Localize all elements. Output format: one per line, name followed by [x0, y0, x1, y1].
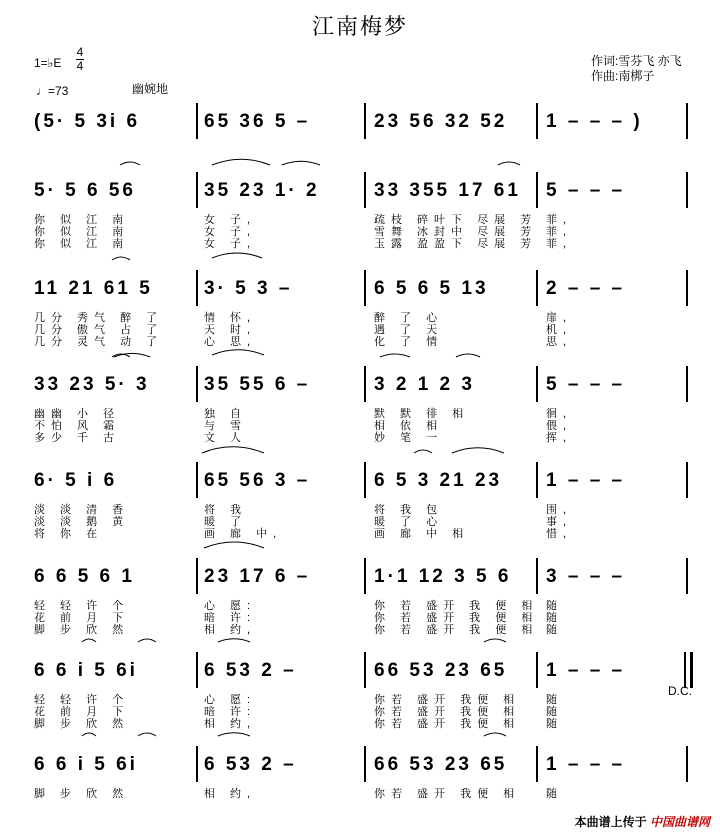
lyric-segment: 玉露 盈盈下 尽展 芳	[374, 238, 538, 250]
lyric-segment: 脚 步 欣 然	[34, 788, 130, 800]
bar-line	[684, 652, 686, 688]
measure-notes: 5· 5 6 56	[34, 180, 136, 201]
slur-mark	[414, 450, 432, 453]
lyric-line	[0, 612, 720, 624]
measure-notes: 6 53 2 –	[204, 754, 297, 775]
lyric-segment: 事,	[546, 516, 573, 528]
lyric-segment: 醉 了 心	[374, 312, 444, 324]
slur-mark	[114, 353, 150, 357]
lyric-segment: 你若 盛开 我便 相	[374, 718, 521, 730]
lyric-segment: 不怕 风 霜	[34, 420, 121, 432]
notes-line	[0, 366, 720, 400]
footer-brand: 中国曲谱网	[649, 815, 710, 829]
bar-line	[196, 366, 198, 402]
slur-mark	[218, 639, 250, 642]
lyric-segment: 几分 秀气 醉 了	[34, 312, 164, 324]
lyric-segment: 围,	[546, 504, 573, 516]
lyric-segment: 心 愿:	[204, 600, 257, 612]
lyric-segment: 你若 盛开 我便 相	[374, 788, 521, 800]
lyric-line	[0, 788, 720, 800]
measure-notes: 6 6 i 5 6i	[34, 660, 138, 681]
footer	[575, 813, 710, 830]
slur-mark	[112, 354, 130, 357]
key-text: 1=♭E	[34, 56, 62, 70]
lyric-segment: 随	[546, 706, 563, 718]
bar-line	[536, 746, 538, 782]
slur-mark	[212, 350, 264, 355]
bar-line	[686, 366, 688, 402]
slur-mark	[456, 354, 480, 357]
measure-notes: 6 6 i 5 6i	[34, 754, 138, 775]
lyric-segment: 天 时,	[204, 324, 257, 336]
lyric-line	[0, 432, 720, 444]
bar-line	[196, 172, 198, 208]
lyric-line	[0, 624, 720, 636]
notes-line	[0, 652, 720, 686]
lyric-segment: 你 若 盛开 我 便 相	[374, 624, 539, 636]
lyric-segment: 花 前 月 下	[34, 612, 130, 624]
bar-line	[364, 270, 366, 306]
notes-line	[0, 172, 720, 206]
credits	[591, 54, 682, 84]
bar-line	[686, 172, 688, 208]
bar-line	[536, 366, 538, 402]
lyric-segment: 随	[546, 624, 563, 636]
key-signature	[34, 56, 61, 70]
lyric-segment: 你若 盛开 我便 相	[374, 706, 521, 718]
measure-notes: 2 – – –	[546, 278, 626, 299]
bar-line	[686, 103, 688, 139]
measure-notes: 35 23 1· 2	[204, 180, 320, 201]
lyric-segment: 脚 步 欣 然	[34, 718, 130, 730]
composer: 作曲:南梆子	[591, 69, 655, 83]
notes-line	[0, 270, 720, 304]
lyric-segment: 随	[546, 600, 563, 612]
lyric-segment: 相 依 相	[374, 420, 444, 432]
lyric-segment: 妙 笔 一	[374, 432, 444, 444]
lyric-line	[0, 214, 720, 226]
lyric-segment: 淡 淡 鹅 黄	[34, 516, 130, 528]
measure-notes: 1 – – – )	[546, 111, 643, 132]
lyric-line	[0, 408, 720, 420]
lyric-segment: 随	[546, 788, 563, 800]
lyric-segment: 偎,	[546, 420, 573, 432]
slur-mark	[138, 639, 156, 642]
lyric-segment: 将 我 包	[374, 504, 444, 516]
slur-mark	[498, 162, 520, 165]
bar-line	[686, 746, 688, 782]
lyric-line	[0, 718, 720, 730]
lyric-segment: 与 雪	[204, 420, 248, 432]
time-signature	[76, 46, 84, 73]
slur-mark	[82, 639, 96, 642]
lyric-line	[0, 324, 720, 336]
lyric-segment: 暗 许:	[204, 612, 257, 624]
lyric-segment: 随	[546, 718, 563, 730]
bar-line	[364, 172, 366, 208]
lyric-line	[0, 504, 720, 516]
bar-line	[364, 366, 366, 402]
lyric-segment: 女 子,	[204, 214, 257, 226]
notes-line	[0, 103, 720, 137]
measure-notes: 65 56 3 –	[204, 470, 311, 491]
slur-mark	[212, 253, 262, 258]
lyric-segment: 暗 许:	[204, 706, 257, 718]
lyric-segment: 你 似 江 南	[34, 238, 130, 250]
lyric-segment: 相 约,	[204, 718, 257, 730]
tempo-mark: ♩=73	[36, 84, 69, 98]
lyric-segment: 你 若 盛开 我 便 相	[374, 612, 539, 624]
bar-line	[364, 558, 366, 594]
notes-line	[0, 462, 720, 496]
measure-notes: 3· 5 3 –	[204, 278, 293, 299]
lyric-segment: 你 似 江 南	[34, 226, 130, 238]
expression-mark: 幽婉地	[132, 82, 169, 96]
lyric-segment: 默 默 徘 相	[374, 408, 470, 420]
lyric-segment: 遇 了 天	[374, 324, 444, 336]
measure-notes: 3 2 1 2 3	[374, 374, 475, 395]
measure-notes: 3 – – –	[546, 566, 626, 587]
lyric-segment: 文 人	[204, 432, 248, 444]
measure-notes: 35 55 6 –	[204, 374, 311, 395]
slur-mark	[112, 257, 130, 260]
time-bottom: 4	[76, 59, 84, 73]
bar-line	[536, 103, 538, 139]
lyric-segment: 幽幽 小 径	[34, 408, 121, 420]
bar-line	[536, 172, 538, 208]
slur-mark	[484, 733, 506, 736]
lyric-segment: 将 我	[204, 504, 248, 516]
measure-notes: 65 36 5 –	[204, 111, 311, 132]
lyric-segment: 花 前 月 下	[34, 706, 130, 718]
lyric-segment: 机,	[546, 324, 573, 336]
bar-line	[686, 558, 688, 594]
bar-line	[686, 462, 688, 498]
lyric-segment: 菲,	[546, 226, 573, 238]
lyric-segment: 多少 千 古	[34, 432, 121, 444]
bar-line	[686, 270, 688, 306]
slur-mark	[484, 639, 506, 642]
measure-notes: 6 5 6 5 13	[374, 278, 489, 299]
measure-notes: (5· 5 3i 6	[34, 111, 141, 132]
measure-notes: 5 – – –	[546, 180, 626, 201]
lyric-segment: 暖 了 心	[374, 516, 444, 528]
lyric-line	[0, 694, 720, 706]
measure-notes: 6 5 3 21 23	[374, 470, 503, 491]
lyric-segment: 淡 淡 清 香	[34, 504, 130, 516]
lyric-line	[0, 238, 720, 250]
lyric-segment: 挥,	[546, 432, 573, 444]
bar-line	[196, 462, 198, 498]
lyric-segment: 女 子,	[204, 238, 257, 250]
notes-line	[0, 746, 720, 780]
lyric-segment: 菲,	[546, 214, 573, 226]
bar-line	[364, 462, 366, 498]
bar-line	[196, 558, 198, 594]
slur-mark	[202, 447, 264, 453]
measure-notes: 1 – – –	[546, 470, 626, 491]
time-top: 4	[76, 45, 84, 59]
slur-mark	[120, 162, 140, 165]
lyric-segment: 几分 傲气 占 了	[34, 324, 164, 336]
lyric-segment: 暖 了	[204, 516, 248, 528]
bar-line	[196, 746, 198, 782]
lyric-segment: 轻 轻 许 个	[34, 600, 130, 612]
slur-mark	[204, 542, 264, 548]
lyric-segment: 你 若 盛开 我 便 相	[374, 600, 539, 612]
lyric-segment: 雪舞 冰封中 尽展 芳	[374, 226, 538, 238]
lyric-line	[0, 226, 720, 238]
measure-notes: 1·1 12 3 5 6	[374, 566, 512, 587]
bar-line	[536, 652, 538, 688]
lyric-segment: 随	[546, 694, 563, 706]
lyric-segment: 你 似 江 南	[34, 214, 130, 226]
measure-notes: 5 – – –	[546, 374, 626, 395]
slur-mark	[380, 354, 410, 357]
lyric-segment: 扉,	[546, 312, 573, 324]
measure-notes: 1 – – –	[546, 754, 626, 775]
lyric-segment: 女 子,	[204, 226, 257, 238]
lyric-segment: 几分 灵气 动 了	[34, 336, 164, 348]
measure-notes: 11 21 61 5	[34, 278, 153, 299]
lyric-segment: 心 思,	[204, 336, 257, 348]
measure-notes: 6 6 5 6 1	[34, 566, 135, 587]
footer-text: 本曲谱上传于	[574, 815, 647, 829]
measure-notes: 66 53 23 65	[374, 660, 508, 681]
lyric-segment: 独 自	[204, 408, 248, 420]
lyric-segment: 化 了 情	[374, 336, 444, 348]
notes-line	[0, 558, 720, 592]
lyric-line	[0, 706, 720, 718]
bar-line	[536, 462, 538, 498]
slur-mark	[218, 733, 250, 736]
measure-notes: 6· 5 i 6	[34, 470, 118, 491]
lyric-segment: 相 约,	[204, 788, 257, 800]
lyric-segment: 将 你 在	[34, 528, 104, 540]
lyric-segment: 思,	[546, 336, 573, 348]
lyric-segment: 菲,	[546, 238, 573, 250]
measure-notes: 66 53 23 65	[374, 754, 508, 775]
measure-notes: 6 53 2 –	[204, 660, 297, 681]
lyric-segment: 随	[546, 612, 563, 624]
lyric-segment: 脚 步 欣 然	[34, 624, 130, 636]
double-bar-line	[690, 652, 693, 688]
bar-line	[364, 652, 366, 688]
lyric-segment: 心 愿:	[204, 694, 257, 706]
lyricist: 作词:雪芬飞 亦飞	[591, 54, 682, 68]
lyric-line	[0, 312, 720, 324]
slur-mark	[212, 159, 270, 165]
slur-mark	[282, 161, 320, 165]
bar-line	[536, 270, 538, 306]
bar-line	[536, 558, 538, 594]
lyric-line	[0, 528, 720, 540]
lyric-segment: 情 怀,	[204, 312, 257, 324]
measure-notes: 23 56 32 52	[374, 111, 508, 132]
lyric-segment: 轻 轻 许 个	[34, 694, 130, 706]
lyric-segment: 画 廊 中 相	[374, 528, 470, 540]
slur-mark	[138, 733, 156, 736]
lyric-segment: 你若 盛开 我便 相	[374, 694, 521, 706]
bar-line	[364, 103, 366, 139]
slur-mark	[452, 448, 504, 453]
lyric-segment: 疏枝 碎叶下 尽展 芳	[374, 214, 538, 226]
measure-notes: 33 355 17 61	[374, 180, 521, 201]
lyric-line	[0, 420, 720, 432]
measure-notes: 23 17 6 –	[204, 566, 311, 587]
lyric-segment: 徊,	[546, 408, 573, 420]
song-title: 江南梅梦	[311, 14, 408, 39]
lyric-segment: 惜,	[546, 528, 573, 540]
lyric-line	[0, 600, 720, 612]
lyric-segment: 画 廊 中,	[204, 528, 283, 540]
slur-mark	[82, 733, 96, 736]
bar-line	[196, 103, 198, 139]
measure-notes: 33 23 5· 3	[34, 374, 150, 395]
lyric-segment: 相 约,	[204, 624, 257, 636]
bar-line	[196, 652, 198, 688]
measure-notes: 1 – – –	[546, 660, 626, 681]
bar-line	[364, 746, 366, 782]
da-capo-mark: D.C.	[668, 684, 692, 698]
bar-line	[196, 270, 198, 306]
lyric-line	[0, 516, 720, 528]
lyric-line	[0, 336, 720, 348]
